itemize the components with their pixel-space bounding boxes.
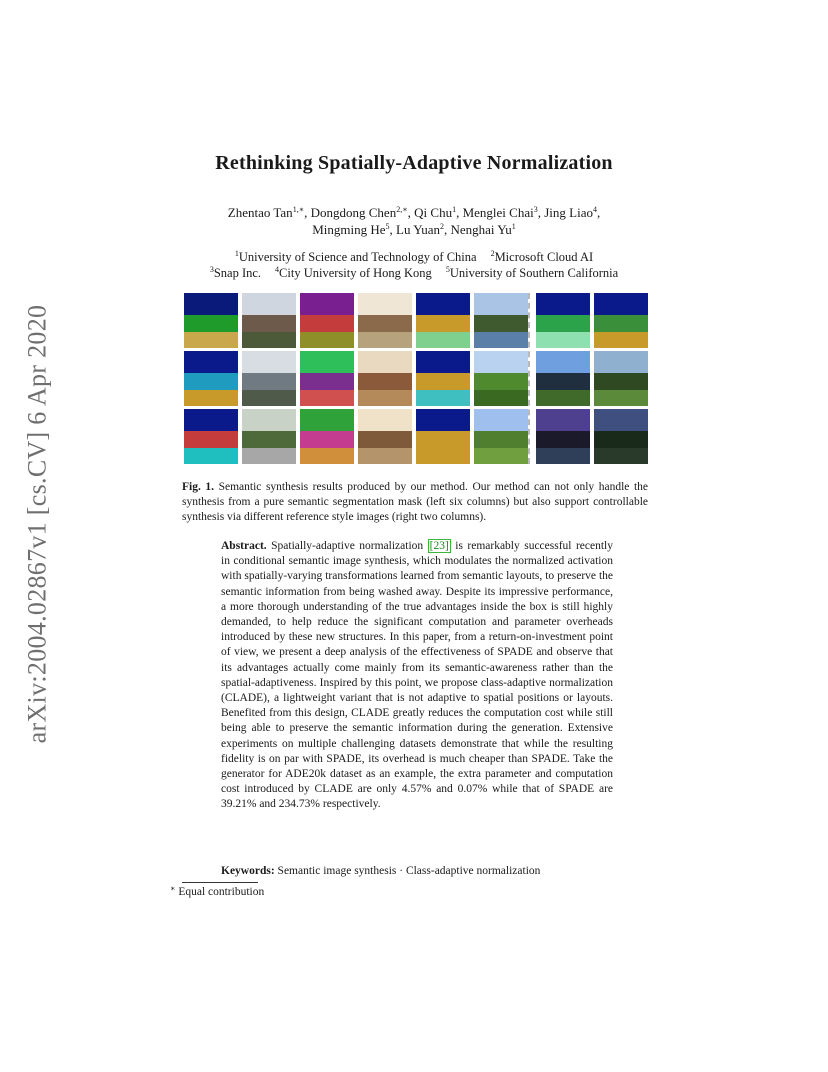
thumbnail-region: [536, 293, 590, 315]
thumbnail-region: [416, 390, 470, 407]
thumbnail-region: [416, 351, 470, 373]
figure-thumbnail-mask-room: [300, 351, 354, 406]
thumbnail-region: [184, 409, 238, 431]
figure-thumbnail-photo-plain: [474, 409, 528, 464]
figure-thumbnail-photo-river: [474, 293, 528, 348]
author: Mingming He$^5$,: [312, 222, 397, 237]
author: Jing Liao$^4$,: [544, 205, 601, 220]
footnote-text: Equal contribution: [175, 886, 265, 898]
thumbnail-region: [184, 332, 238, 349]
thumbnail-region: [358, 431, 412, 448]
figure-thumbnail-mask-bedroom: [300, 293, 354, 348]
figure-thumbnail-mask-yard: [184, 409, 238, 464]
thumbnail-region: [358, 315, 412, 332]
thumbnail-region: [242, 373, 296, 390]
figure-thumbnail-photo-dining-room: [358, 351, 412, 406]
keywords-label: Keywords:: [221, 865, 275, 877]
thumbnail-region: [358, 409, 412, 431]
author: Lu Yuan$^2$,: [396, 222, 451, 237]
thumbnail-region: [184, 293, 238, 315]
thumbnail-region: [358, 390, 412, 407]
thumbnail-region: [474, 351, 528, 373]
thumbnail-region: [242, 409, 296, 431]
author-list: [160, 204, 668, 238]
thumbnail-region: [536, 448, 590, 465]
author: Menglei Chai$^3$,: [462, 205, 545, 220]
footnote-rule: [182, 882, 258, 883]
thumbnail-region: [416, 293, 470, 315]
thumbnail-region: [242, 431, 296, 448]
thumbnail-region: [474, 431, 528, 448]
affiliation: University of Southern California: [449, 265, 619, 280]
thumbnail-region: [416, 332, 470, 349]
figure-thumbnail-photo-night-house: [594, 409, 648, 464]
thumbnail-region: [358, 293, 412, 315]
footnote-mark: ∗: [170, 884, 176, 893]
thumbnail-region: [300, 293, 354, 315]
thumbnail-region: [594, 293, 648, 315]
thumbnail-region: [358, 373, 412, 390]
thumbnail-region: [242, 332, 296, 349]
paper-title: Rethinking Spatially-Adaptive Normalization: [215, 152, 613, 174]
thumbnail-region: [184, 431, 238, 448]
figure-thumbnail-photo-building: [242, 351, 296, 406]
thumbnail-region: [594, 373, 648, 390]
thumbnail-region: [358, 448, 412, 465]
thumbnail-region: [474, 293, 528, 315]
figure-thumbnail-photo-table: [358, 409, 412, 464]
abstract: [221, 539, 613, 813]
keywords-text: Semantic image synthesis · Class-adaptive normalization: [274, 865, 541, 877]
thumbnail-region: [416, 448, 470, 465]
figure-thumbnail-mask-hills: [536, 293, 590, 348]
figure-thumbnail-mask-coast: [416, 351, 470, 406]
thumbnail-region: [594, 390, 648, 407]
thumbnail-region: [300, 448, 354, 465]
thumbnail-region: [474, 332, 528, 349]
thumbnail-region: [594, 351, 648, 373]
abstract-text: Spatially-adaptive normalization: [266, 540, 428, 552]
affiliation: Microsoft Cloud AI: [494, 250, 594, 264]
thumbnail-region: [300, 409, 354, 431]
thumbnail-region: [536, 315, 590, 332]
figure-caption: [182, 480, 648, 525]
thumbnail-region: [594, 315, 648, 332]
arxiv-identifier-sidebar: [21, 290, 53, 758]
thumbnail-region: [184, 448, 238, 465]
figure-thumbnail-mask-trees: [594, 293, 648, 348]
abstract-text: is remarkably successful recently in conditional semantic image synthesis, which modulates the normalized activation with spatially-varying transformations learned from semantic layouts, to preserve the semantic information from being washed away. Despite its impressive performance, a more thorough understanding of the true advantages inside the box is still highly demanded, to help reduce the significant computation and parameter overheads introduced by these new structures. In this paper, from a return-on-investment point of view, we present a deep analysis of the effectiveness of SPADE and observe that its advantages actually come mainly from its semantic-awareness rather than the spatial-adaptiveness. Inspired by this point, we propose class-adaptive normalization (CLADE), a lightweight variant that is not adaptive to spatial positions or layouts. Benefited from this design, CLADE greatly reduces the computation cost while still being able to preserve the semantic information during the generation. Extensive experiments on multiple challenging datasets demonstrate that while the resulting fidelity is on par with SPADE, its overhead is much cheaper than SPADE. Take the generator for ADE20k dataset as an example, the extra parameter and computation cost introduced by CLADE are only 4.57% and 0.07% while that of SPADE are 39.21% and 234.73% respectively.: [221, 540, 613, 811]
thumbnail-region: [594, 448, 648, 465]
thumbnail-region: [474, 409, 528, 431]
figure-thumbnail-mask-dining: [300, 409, 354, 464]
affiliation: Snap Inc.: [213, 265, 262, 280]
figure-thumbnail-photo-mountain: [536, 351, 590, 406]
thumbnail-region: [184, 373, 238, 390]
thumbnail-region: [242, 293, 296, 315]
thumbnail-region: [416, 315, 470, 332]
affiliation: City University of Hong Kong: [279, 265, 432, 280]
figure-thumbnail-photo-mansion: [242, 293, 296, 348]
thumbnail-region: [300, 431, 354, 448]
figure-thumbnail-photo-night-mountain: [536, 409, 590, 464]
thumbnail-region: [594, 332, 648, 349]
thumbnail-region: [184, 390, 238, 407]
thumbnail-region: [416, 373, 470, 390]
affiliations-line-2: $^3$Snap Inc. $^4$City University of Hong Kong $^5$University of Southern California: [209, 264, 619, 280]
thumbnail-region: [300, 351, 354, 373]
figure-1-image-grid: [184, 293, 648, 464]
thumbnail-region: [300, 315, 354, 332]
figure-thumbnail-photo-house: [594, 351, 648, 406]
affiliation: University of Science and Technology of China: [238, 250, 477, 264]
thumbnail-region: [184, 351, 238, 373]
figure-thumbnail-mask-field: [416, 409, 470, 464]
thumbnail-region: [536, 332, 590, 349]
thumbnail-region: [594, 409, 648, 431]
citation-link[interactable]: [23]: [429, 540, 449, 552]
figure-divider: [528, 293, 530, 464]
abstract-label: Abstract.: [221, 540, 267, 552]
thumbnail-region: [300, 332, 354, 349]
thumbnail-region: [536, 431, 590, 448]
thumbnail-region: [300, 390, 354, 407]
thumbnail-region: [474, 448, 528, 465]
author: Dongdong Chen$^{2,∗}$,: [310, 205, 415, 220]
thumbnail-region: [242, 315, 296, 332]
author: Zhentao Tan$^{1,∗}$,: [227, 205, 311, 220]
keywords: [221, 864, 641, 879]
figure-label: Fig. 1.: [182, 481, 215, 493]
thumbnail-region: [300, 373, 354, 390]
thumbnail-region: [474, 315, 528, 332]
thumbnail-region: [474, 390, 528, 407]
figure-thumbnail-mask-landscape: [416, 293, 470, 348]
affiliations: [150, 250, 678, 281]
thumbnail-region: [242, 390, 296, 407]
caption-text: Semantic synthesis results produced by our method. Our method can not only handle the synthesis from a pure semantic segmentation mask (left six columns) but also support controllable synthesis via different reference style images (right two columns).: [182, 481, 648, 523]
thumbnail-region: [536, 351, 590, 373]
figure-thumbnail-mask-castle: [184, 351, 238, 406]
author: Nenghai Yu$^1$: [450, 222, 516, 237]
thumbnail-region: [242, 448, 296, 465]
figure-thumbnail-photo-meadow: [474, 351, 528, 406]
arxiv-identifier: arXiv:2004.02867v1 [cs.CV] 6 Apr 2020: [22, 304, 51, 744]
thumbnail-region: [416, 409, 470, 431]
thumbnail-region: [416, 431, 470, 448]
thumbnail-region: [536, 409, 590, 431]
thumbnail-region: [474, 373, 528, 390]
figure-thumbnail-photo-living-room: [358, 293, 412, 348]
figure-thumbnail-mask-park: [184, 293, 238, 348]
thumbnail-region: [242, 351, 296, 373]
thumbnail-region: [536, 390, 590, 407]
footnote: [170, 886, 264, 898]
thumbnail-region: [358, 351, 412, 373]
figure-thumbnail-photo-street: [242, 409, 296, 464]
author: Qi Chu$^1$,: [414, 205, 463, 220]
affiliations-line-1: $^1$University of Science and Technology of China $^2$Microsoft Cloud AI: [234, 249, 594, 264]
thumbnail-region: [536, 373, 590, 390]
thumbnail-region: [358, 332, 412, 349]
thumbnail-region: [184, 315, 238, 332]
thumbnail-region: [594, 431, 648, 448]
